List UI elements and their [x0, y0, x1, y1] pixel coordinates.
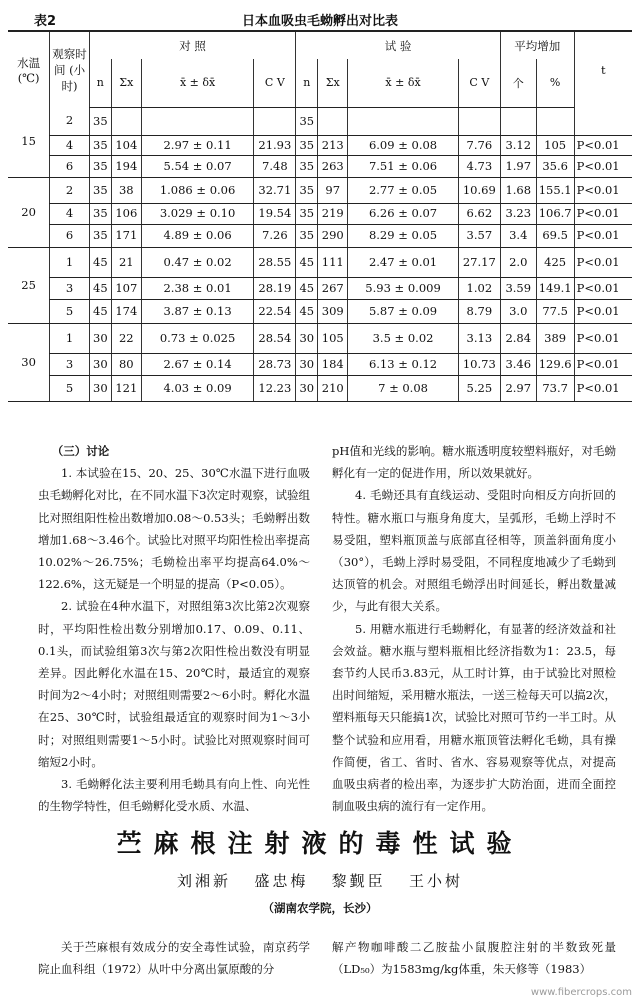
- test-sum-cell: 213: [318, 135, 348, 155]
- header-test-cv: C V: [458, 59, 500, 107]
- time-cell: 3: [50, 353, 90, 375]
- group-20: [8, 177, 632, 247]
- table-row: [8, 107, 632, 135]
- header-count: 个: [500, 59, 536, 107]
- test-mean-cell: 3.5 ± 0.02: [348, 323, 459, 353]
- table-row: [8, 323, 632, 353]
- increase-cell: 3.12: [500, 135, 536, 155]
- test-n-cell: 45: [296, 299, 318, 323]
- control-n-cell: 30: [89, 375, 111, 401]
- control-cv-cell: 28.73: [254, 353, 296, 375]
- intro-right-column: [332, 936, 616, 980]
- control-cv-cell: 22.54: [254, 299, 296, 323]
- percent-cell: 425: [536, 247, 574, 277]
- temp-cell: 20: [8, 177, 50, 247]
- control-n-cell: 30: [89, 353, 111, 375]
- p-cell: P<0.01: [574, 247, 632, 277]
- control-sum-cell: 194: [111, 155, 141, 177]
- control-n-cell: 35: [89, 135, 111, 155]
- control-sum-cell: 106: [111, 203, 141, 224]
- discussion-heading: （三）讨论: [51, 444, 110, 458]
- control-sum-cell: 104: [111, 135, 141, 155]
- discussion-paragraph-4: 4. 毛蚴还具有直线运动、受阻时向相反方向折回的特性。糖水瓶口与瓶身角度大，呈弧形，毛蚴上浮时不易受阻，塑料瓶顶盖与底部直径相等，顶盖斜面角度小（30°），毛蚴上浮时易受阻，不同程度地减少了毛蚴到达顶管的机会。对照组毛蚴浮出时间延长，孵出数量减少，与此有很大关系。: [332, 488, 616, 614]
- control-sum-cell: 38: [111, 177, 141, 203]
- table-row: [8, 135, 632, 155]
- control-mean-cell: 1.086 ± 0.06: [141, 177, 254, 203]
- control-sum-cell: 171: [111, 224, 141, 247]
- test-cv-cell: 7.76: [458, 135, 500, 155]
- increase-cell: 3.0: [500, 299, 536, 323]
- percent-cell: 155.1: [536, 177, 574, 203]
- test-cv-cell: 27.17: [458, 247, 500, 277]
- test-sum-cell: 290: [318, 224, 348, 247]
- control-n-cell: 35: [89, 203, 111, 224]
- control-cv-cell: 21.93: [254, 135, 296, 155]
- test-n-cell: 45: [296, 247, 318, 277]
- p-cell: P<0.01: [574, 299, 632, 323]
- discussion-right-column: [332, 440, 616, 817]
- table-title: 日本血吸虫毛蚴孵出对比表: [242, 14, 399, 29]
- percent-cell: 105: [536, 135, 574, 155]
- test-n-cell: 30: [296, 323, 318, 353]
- control-mean-cell: 2.38 ± 0.01: [141, 277, 254, 299]
- test-mean-cell: 7.51 ± 0.06: [348, 155, 459, 177]
- test-n-cell: 35: [296, 203, 318, 224]
- test-cv-cell: 1.02: [458, 277, 500, 299]
- header-control-n: n: [89, 59, 111, 107]
- p-cell: P<0.01: [574, 277, 632, 299]
- article-authors: [0, 870, 640, 891]
- percent-cell: [536, 107, 574, 135]
- discussion-paragraph-1: 1. 本试验在15、20、25、30℃水温下进行血吸虫毛蚴孵化对比，在不同水温下3次定时观察，试验组比对照组阳性检出数增加0.08～0.53头；毛蚴孵出数增加1.68～3.46个。试验比对照平均阳性检出率提高10.02%～26.75%；毛蚴检出率平均提高64.0%～122.6%，这无疑是一个明显的提高（P<0.05）。: [38, 466, 310, 592]
- increase-cell: 3.59: [500, 277, 536, 299]
- control-sum-cell: 80: [111, 353, 141, 375]
- header-water-temp: 水温 (℃): [8, 31, 50, 107]
- control-mean-cell: 4.89 ± 0.06: [141, 224, 254, 247]
- control-n-cell: 45: [89, 277, 111, 299]
- control-sum-cell: 121: [111, 375, 141, 401]
- article-affiliation: （湖南农学院，长沙）: [262, 901, 378, 915]
- control-cv-cell: 28.55: [254, 247, 296, 277]
- p-cell: P<0.01: [574, 135, 632, 155]
- control-mean-cell: 5.54 ± 0.07: [141, 155, 254, 177]
- test-mean-cell: 6.09 ± 0.08: [348, 135, 459, 155]
- table-row: [8, 375, 632, 401]
- test-cv-cell: 10.73: [458, 353, 500, 375]
- time-cell: 6: [50, 224, 90, 247]
- test-sum-cell: 184: [318, 353, 348, 375]
- header-test: 试 验: [296, 31, 500, 59]
- test-sum-cell: 263: [318, 155, 348, 177]
- control-n-cell: 35: [89, 155, 111, 177]
- p-cell: P<0.01: [574, 224, 632, 247]
- test-mean-cell: 6.26 ± 0.07: [348, 203, 459, 224]
- test-cv-cell: 6.62: [458, 203, 500, 224]
- table-row: [8, 277, 632, 299]
- intro-left-column: [38, 936, 310, 980]
- test-sum-cell: 267: [318, 277, 348, 299]
- discussion-paragraph-3-cont: pH值和光线的影响。糖水瓶透明度较塑料瓶好，对毛蚴孵化有一定的促进作用，所以效果就好。: [332, 444, 616, 481]
- test-sum-cell: [318, 107, 348, 135]
- header-test-sum: Σx: [318, 59, 348, 107]
- group-25: [8, 247, 632, 323]
- header-control-cv: C V: [254, 59, 296, 107]
- test-mean-cell: 2.47 ± 0.01: [348, 247, 459, 277]
- control-mean-cell: 3.87 ± 0.13: [141, 299, 254, 323]
- discussion-paragraph-3: 3. 毛蚴孵化法主要利用毛蚴具有向上性、向光性的生物学特性，但毛蚴孵化受水质、水温、: [38, 777, 310, 814]
- table-row: [8, 247, 632, 277]
- control-mean-cell: 2.67 ± 0.14: [141, 353, 254, 375]
- control-sum-cell: 107: [111, 277, 141, 299]
- increase-cell: 1.68: [500, 177, 536, 203]
- test-mean-cell: 5.93 ± 0.009: [348, 277, 459, 299]
- test-mean-cell: 5.87 ± 0.09: [348, 299, 459, 323]
- control-cv-cell: 7.26: [254, 224, 296, 247]
- p-cell: P<0.01: [574, 203, 632, 224]
- p-cell: [574, 107, 632, 135]
- increase-cell: 2.84: [500, 323, 536, 353]
- control-cv-cell: 28.19: [254, 277, 296, 299]
- test-sum-cell: 309: [318, 299, 348, 323]
- test-cv-cell: 5.25: [458, 375, 500, 401]
- percent-cell: 69.5: [536, 224, 574, 247]
- test-mean-cell: 8.29 ± 0.05: [348, 224, 459, 247]
- test-n-cell: 30: [296, 375, 318, 401]
- control-mean-cell: 2.97 ± 0.11: [141, 135, 254, 155]
- p-cell: P<0.01: [574, 353, 632, 375]
- percent-cell: 73.7: [536, 375, 574, 401]
- percent-cell: 35.6: [536, 155, 574, 177]
- increase-cell: 2.0: [500, 247, 536, 277]
- control-n-cell: 35: [89, 177, 111, 203]
- test-sum-cell: 105: [318, 323, 348, 353]
- test-n-cell: 30: [296, 353, 318, 375]
- header-average-increase: 平均增加: [500, 31, 574, 59]
- test-n-cell: 35: [296, 107, 318, 135]
- control-cv-cell: 32.71: [254, 177, 296, 203]
- watermark: www.fibercrops.com: [530, 987, 632, 998]
- test-mean-cell: 7 ± 0.08: [348, 375, 459, 401]
- test-sum-cell: 111: [318, 247, 348, 277]
- control-n-cell: 45: [89, 299, 111, 323]
- test-sum-cell: 210: [318, 375, 348, 401]
- table-row: [8, 299, 632, 323]
- control-mean-cell: 0.73 ± 0.025: [141, 323, 254, 353]
- table-row: [8, 203, 632, 224]
- control-sum-cell: 174: [111, 299, 141, 323]
- test-cv-cell: 3.57: [458, 224, 500, 247]
- time-cell: 1: [50, 323, 90, 353]
- time-cell: 2: [50, 177, 90, 203]
- percent-cell: 389: [536, 323, 574, 353]
- test-mean-cell: [348, 107, 459, 135]
- temp-cell: 15: [8, 107, 50, 177]
- control-mean-cell: 0.47 ± 0.02: [141, 247, 254, 277]
- author: 黎觐臣: [331, 872, 386, 890]
- intro-paragraph: 关于苎麻根有效成分的安全毒性试验，南京药学院止血科组（1972）从叶中分离出氯原酸的分: [38, 940, 310, 976]
- test-cv-cell: 4.73: [458, 155, 500, 177]
- header-test-mean: x̄ ± δx̄: [348, 59, 459, 107]
- temp-cell: 30: [8, 323, 50, 401]
- test-sum-cell: 97: [318, 177, 348, 203]
- time-cell: 5: [50, 375, 90, 401]
- increase-cell: 3.23: [500, 203, 536, 224]
- control-cv-cell: 19.54: [254, 203, 296, 224]
- table-row: [8, 224, 632, 247]
- control-cv-cell: 7.48: [254, 155, 296, 177]
- control-mean-cell: 3.029 ± 0.10: [141, 203, 254, 224]
- discussion-paragraph-2: 2. 试验在4种水温下，对照组第3次比第2次观察时，平均阳性检出数分别增加0.17、0.09、0.11、0.1头，而试验组第3次与第2次阳性检出数没有明显差异。因此孵化水温在15、20℃时，最适宜的观察时间为2～4小时；对照组则需要2～6小时。孵化水温在25、30℃时，试验组最适宜的观察时间为1～3小时；对照组则需要1～5小时。试验比对照观察时间可缩短2小时。: [38, 599, 310, 769]
- author: 刘湘新: [177, 872, 232, 890]
- article-title: 苎麻根注射液的毒性试验: [116, 829, 524, 858]
- increase-cell: 1.97: [500, 155, 536, 177]
- table-row: [8, 177, 632, 203]
- increase-cell: [500, 107, 536, 135]
- header-control-sum: Σx: [111, 59, 141, 107]
- intro-paragraph-cont: 解产物咖啡酸二乙胺盐小鼠腹腔注射的半数致死量（LD₅₀）为1583mg/kg体重，朱天修等（1983）: [332, 940, 616, 976]
- header-test-n: n: [296, 59, 318, 107]
- group-15: [8, 107, 632, 177]
- header-t: t: [574, 31, 632, 107]
- header-percent: %: [536, 59, 574, 107]
- increase-cell: 2.97: [500, 375, 536, 401]
- table-row: [8, 353, 632, 375]
- test-mean-cell: 2.77 ± 0.05: [348, 177, 459, 203]
- header-observation-time: 观察时间 (小时): [50, 31, 90, 107]
- temp-cell: 25: [8, 247, 50, 323]
- test-mean-cell: 6.13 ± 0.12: [348, 353, 459, 375]
- p-cell: P<0.01: [574, 323, 632, 353]
- percent-cell: 129.6: [536, 353, 574, 375]
- control-n-cell: 35: [89, 107, 111, 135]
- comparison-table: [8, 30, 632, 402]
- control-mean-cell: 4.03 ± 0.09: [141, 375, 254, 401]
- p-cell: P<0.01: [574, 177, 632, 203]
- test-cv-cell: 10.69: [458, 177, 500, 203]
- time-cell: 4: [50, 203, 90, 224]
- percent-cell: 106.7: [536, 203, 574, 224]
- test-sum-cell: 219: [318, 203, 348, 224]
- time-cell: 2: [50, 107, 90, 135]
- time-cell: 3: [50, 277, 90, 299]
- control-cv-cell: 12.23: [254, 375, 296, 401]
- header-control-mean: x̄ ± δx̄: [141, 59, 254, 107]
- control-mean-cell: [141, 107, 254, 135]
- increase-cell: 3.4: [500, 224, 536, 247]
- discussion-paragraph-5: 5. 用糖水瓶进行毛蚴孵化，有显著的经济效益和社会效益。糖水瓶与塑料瓶相比经济指数为1：23.5，每套节约人民币3.83元，从工时计算，由于试验比对照检出时间缩短，采用糖水瓶法，一送三检每天可以搞2次，塑料瓶每天只能搞1次，试验比对照可节约一半工时。从整个试验和应用看，用糖水瓶顶管法孵化毛蚴，具有操作简便，省工、省时、省水、容易观察等优点，对提高血吸虫病者的检出率，为逐步扩大防治面，进而全面控制血吸虫病的流行有一定作用。: [332, 621, 616, 814]
- table-number: 表2: [34, 14, 57, 29]
- table-row: [8, 155, 632, 177]
- percent-cell: 149.1: [536, 277, 574, 299]
- header-control: 对 照: [89, 31, 295, 59]
- author: 王小树: [408, 872, 463, 890]
- test-n-cell: 35: [296, 155, 318, 177]
- control-sum-cell: [111, 107, 141, 135]
- time-cell: 6: [50, 155, 90, 177]
- control-n-cell: 30: [89, 323, 111, 353]
- control-cv-cell: [254, 107, 296, 135]
- table-caption: [10, 6, 630, 28]
- time-cell: 4: [50, 135, 90, 155]
- p-cell: P<0.01: [574, 375, 632, 401]
- p-cell: P<0.01: [574, 155, 632, 177]
- test-cv-cell: 3.13: [458, 323, 500, 353]
- increase-cell: 3.46: [500, 353, 536, 375]
- group-30: [8, 323, 632, 401]
- test-cv-cell: [458, 107, 500, 135]
- discussion-left-column: [38, 440, 310, 817]
- control-n-cell: 45: [89, 247, 111, 277]
- test-n-cell: 35: [296, 224, 318, 247]
- control-cv-cell: 28.54: [254, 323, 296, 353]
- control-sum-cell: 22: [111, 323, 141, 353]
- test-n-cell: 35: [296, 135, 318, 155]
- author: 盛忠梅: [254, 872, 309, 890]
- percent-cell: 77.5: [536, 299, 574, 323]
- time-cell: 1: [50, 247, 90, 277]
- time-cell: 5: [50, 299, 90, 323]
- control-sum-cell: 21: [111, 247, 141, 277]
- control-n-cell: 35: [89, 224, 111, 247]
- test-cv-cell: 8.79: [458, 299, 500, 323]
- test-n-cell: 35: [296, 177, 318, 203]
- test-n-cell: 45: [296, 277, 318, 299]
